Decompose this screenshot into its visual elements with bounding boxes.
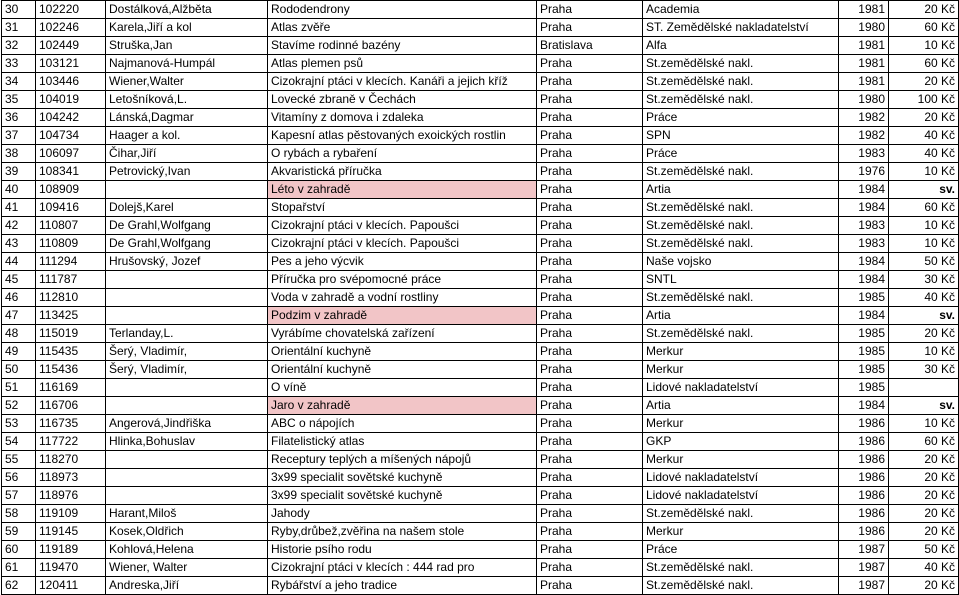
id-cell[interactable]: 120411	[36, 577, 106, 595]
table-row	[2, 379, 959, 397]
title-cell[interactable]: Jahody	[268, 505, 537, 523]
author-cell[interactable]: Letošníková,L.	[106, 91, 268, 109]
price-cell[interactable]: 30 Kč	[889, 271, 959, 289]
table-row	[2, 163, 959, 181]
id-cell[interactable]: 102449	[36, 37, 106, 55]
price-cell[interactable]: 40 Kč	[889, 559, 959, 577]
author-cell[interactable]	[106, 469, 268, 487]
author-cell[interactable]: Dostálková,Alžběta	[106, 1, 268, 19]
year-cell[interactable]: 1984	[839, 199, 889, 217]
id-cell[interactable]: 112810	[36, 289, 106, 307]
table-row	[2, 55, 959, 73]
price-cell[interactable]: sv.	[889, 181, 959, 199]
id-cell[interactable]: 111787	[36, 271, 106, 289]
publisher-cell[interactable]: Merkur	[643, 523, 839, 541]
table-row	[2, 181, 959, 199]
price-cell[interactable]: 50 Kč	[889, 253, 959, 271]
row-number-cell[interactable]: 40	[2, 181, 36, 199]
year-cell[interactable]: 1986	[839, 487, 889, 505]
author-cell[interactable]: Dolejš,Karel	[106, 199, 268, 217]
id-cell[interactable]: 113425	[36, 307, 106, 325]
price-cell[interactable]: 10 Kč	[889, 163, 959, 181]
title-cell[interactable]: O víně	[268, 379, 537, 397]
table-row	[2, 505, 959, 523]
id-cell[interactable]: 115436	[36, 361, 106, 379]
id-cell[interactable]: 118973	[36, 469, 106, 487]
title-cell[interactable]: Vyrábíme chovatelská zařízení	[268, 325, 537, 343]
table-row	[2, 523, 959, 541]
publisher-cell[interactable]: Artia	[643, 307, 839, 325]
author-cell[interactable]: Angerová,Jindřiška	[106, 415, 268, 433]
publisher-cell[interactable]: St.zemědělské nakl.	[643, 199, 839, 217]
price-cell[interactable]: 60 Kč	[889, 433, 959, 451]
row-number-cell[interactable]: 50	[2, 361, 36, 379]
year-cell[interactable]: 1986	[839, 433, 889, 451]
row-number-cell[interactable]: 46	[2, 289, 36, 307]
title-cell[interactable]: Lovecké zbraně v Čechách	[268, 91, 537, 109]
city-cell[interactable]: Praha	[537, 343, 643, 361]
title-cell[interactable]: Pes a jeho výcvik	[268, 253, 537, 271]
publisher-cell[interactable]: Práce	[643, 541, 839, 559]
city-cell[interactable]: Praha	[537, 73, 643, 91]
title-cell[interactable]: Cizokrajní ptáci v klecích. Kanáři a jejich kříž	[268, 73, 537, 91]
id-cell[interactable]: 109416	[36, 199, 106, 217]
row-number-cell[interactable]: 43	[2, 235, 36, 253]
id-cell[interactable]: 115435	[36, 343, 106, 361]
publisher-cell[interactable]: Merkur	[643, 361, 839, 379]
publisher-cell[interactable]: Artia	[643, 181, 839, 199]
row-number-cell[interactable]: 62	[2, 577, 36, 595]
row-number-cell[interactable]: 60	[2, 541, 36, 559]
author-cell[interactable]	[106, 271, 268, 289]
author-cell[interactable]: Terlanday,L.	[106, 325, 268, 343]
title-cell[interactable]: Podzim v zahradě	[268, 307, 537, 325]
publisher-cell[interactable]: St.zemědělské nakl.	[643, 91, 839, 109]
table-row	[2, 307, 959, 325]
table-row	[2, 109, 959, 127]
author-cell[interactable]: De Grahl,Wolfgang	[106, 217, 268, 235]
table-row	[2, 217, 959, 235]
year-cell[interactable]: 1984	[839, 397, 889, 415]
table-row	[2, 487, 959, 505]
year-cell[interactable]: 1985	[839, 289, 889, 307]
price-cell[interactable]: sv.	[889, 307, 959, 325]
city-cell[interactable]: Praha	[537, 379, 643, 397]
year-cell[interactable]: 1985	[839, 361, 889, 379]
price-cell[interactable]: 40 Kč	[889, 145, 959, 163]
title-cell[interactable]: 3x99 specialit sovětské kuchyně	[268, 469, 537, 487]
price-cell[interactable]: 40 Kč	[889, 289, 959, 307]
author-cell[interactable]: Šerý, Vladimír,	[106, 343, 268, 361]
title-cell[interactable]: 3x99 specialit sovětské kuchyně	[268, 487, 537, 505]
price-cell[interactable]: 20 Kč	[889, 109, 959, 127]
price-cell[interactable]: 10 Kč	[889, 235, 959, 253]
id-cell[interactable]: 102246	[36, 19, 106, 37]
publisher-cell[interactable]: St.zemědělské nakl.	[643, 505, 839, 523]
year-cell[interactable]: 1985	[839, 343, 889, 361]
price-cell[interactable]: 60 Kč	[889, 199, 959, 217]
table-row	[2, 271, 959, 289]
title-cell[interactable]: Akvaristická příručka	[268, 163, 537, 181]
city-cell[interactable]: Praha	[537, 271, 643, 289]
table-row	[2, 559, 959, 577]
price-cell[interactable]: 20 Kč	[889, 1, 959, 19]
publisher-cell[interactable]: Práce	[643, 145, 839, 163]
row-number-cell[interactable]: 57	[2, 487, 36, 505]
table-row	[2, 145, 959, 163]
price-cell[interactable]: 30 Kč	[889, 361, 959, 379]
title-cell[interactable]: Ryby,drůbež,zvěřina na našem stole	[268, 523, 537, 541]
row-number-cell[interactable]: 31	[2, 19, 36, 37]
title-cell[interactable]: Orientální kuchyně	[268, 343, 537, 361]
author-cell[interactable]	[106, 487, 268, 505]
row-number-cell[interactable]: 30	[2, 1, 36, 19]
title-cell[interactable]: Rybářství a jeho tradice	[268, 577, 537, 595]
table-row	[2, 397, 959, 415]
row-number-cell[interactable]: 39	[2, 163, 36, 181]
year-cell[interactable]: 1986	[839, 523, 889, 541]
publisher-cell[interactable]: Lidové nakladatelství	[643, 487, 839, 505]
price-cell[interactable]: 20 Kč	[889, 577, 959, 595]
city-cell[interactable]: Praha	[537, 127, 643, 145]
id-cell[interactable]: 115019	[36, 325, 106, 343]
year-cell[interactable]: 1987	[839, 559, 889, 577]
id-cell[interactable]: 111294	[36, 253, 106, 271]
publisher-cell[interactable]: St.zemědělské nakl.	[643, 55, 839, 73]
publisher-cell[interactable]: Lidové nakladatelství	[643, 379, 839, 397]
id-cell[interactable]: 119145	[36, 523, 106, 541]
publisher-cell[interactable]: St.zemědělské nakl.	[643, 577, 839, 595]
title-cell[interactable]: Stavíme rodinné bazény	[268, 37, 537, 55]
author-cell[interactable]: Kosek,Oldřich	[106, 523, 268, 541]
row-number-cell[interactable]: 55	[2, 451, 36, 469]
id-cell[interactable]: 119470	[36, 559, 106, 577]
id-cell[interactable]: 116169	[36, 379, 106, 397]
price-cell[interactable]: sv.	[889, 397, 959, 415]
title-cell[interactable]: Stopařství	[268, 199, 537, 217]
city-cell[interactable]: Praha	[537, 19, 643, 37]
price-cell[interactable]: 100 Kč	[889, 91, 959, 109]
city-cell[interactable]: Praha	[537, 559, 643, 577]
title-cell[interactable]: Rododendrony	[268, 1, 537, 19]
city-cell[interactable]: Praha	[537, 397, 643, 415]
table-row	[2, 235, 959, 253]
publisher-cell[interactable]: Práce	[643, 109, 839, 127]
city-cell[interactable]: Praha	[537, 577, 643, 595]
id-cell[interactable]: 119109	[36, 505, 106, 523]
author-cell[interactable]	[106, 451, 268, 469]
publisher-cell[interactable]: GKP	[643, 433, 839, 451]
table-row	[2, 127, 959, 145]
publisher-cell[interactable]: ST. Zemědělské nakladatelství	[643, 19, 839, 37]
year-cell[interactable]: 1986	[839, 451, 889, 469]
id-cell[interactable]: 117722	[36, 433, 106, 451]
title-cell[interactable]: Cizokrajní ptáci v klecích. Papoušci	[268, 217, 537, 235]
title-cell[interactable]: Příručka pro svépomocné práce	[268, 271, 537, 289]
title-cell[interactable]: Voda v zahradě a vodní rostliny	[268, 289, 537, 307]
id-cell[interactable]: 119189	[36, 541, 106, 559]
publisher-cell[interactable]: Lidové nakladatelství	[643, 469, 839, 487]
row-number-cell[interactable]: 37	[2, 127, 36, 145]
publisher-cell[interactable]: Naše vojsko	[643, 253, 839, 271]
author-cell[interactable]	[106, 181, 268, 199]
row-number-cell[interactable]: 35	[2, 91, 36, 109]
city-cell[interactable]: Praha	[537, 289, 643, 307]
publisher-cell[interactable]: St.zemědělské nakl.	[643, 217, 839, 235]
publisher-cell[interactable]: St.zemědělské nakl.	[643, 325, 839, 343]
city-cell[interactable]: Praha	[537, 181, 643, 199]
table-row	[2, 577, 959, 595]
row-number-cell[interactable]: 42	[2, 217, 36, 235]
year-cell[interactable]: 1987	[839, 541, 889, 559]
id-cell[interactable]: 118976	[36, 487, 106, 505]
city-cell[interactable]: Praha	[537, 55, 643, 73]
id-cell[interactable]: 103446	[36, 73, 106, 91]
year-cell[interactable]: 1980	[839, 91, 889, 109]
title-cell[interactable]: Cizokrajní ptáci v klecích. Papoušci	[268, 235, 537, 253]
city-cell[interactable]: Praha	[537, 145, 643, 163]
row-number-cell[interactable]: 33	[2, 55, 36, 73]
id-cell[interactable]: 106097	[36, 145, 106, 163]
table-row	[2, 451, 959, 469]
table-row	[2, 37, 959, 55]
city-cell[interactable]: Praha	[537, 415, 643, 433]
price-cell[interactable]: 20 Kč	[889, 325, 959, 343]
row-number-cell[interactable]: 34	[2, 73, 36, 91]
publisher-cell[interactable]: SPN	[643, 127, 839, 145]
price-cell[interactable]: 20 Kč	[889, 523, 959, 541]
price-cell[interactable]: 10 Kč	[889, 343, 959, 361]
title-cell[interactable]: Receptury teplých a míšených nápojů	[268, 451, 537, 469]
price-cell[interactable]	[889, 379, 959, 397]
city-cell[interactable]: Praha	[537, 523, 643, 541]
city-cell[interactable]: Praha	[537, 361, 643, 379]
title-cell[interactable]: Atlas plemen psů	[268, 55, 537, 73]
price-cell[interactable]: 20 Kč	[889, 469, 959, 487]
id-cell[interactable]: 103121	[36, 55, 106, 73]
spreadsheet-table	[1, 0, 959, 595]
city-cell[interactable]: Praha	[537, 487, 643, 505]
price-cell[interactable]: 60 Kč	[889, 19, 959, 37]
price-cell[interactable]: 20 Kč	[889, 487, 959, 505]
city-cell[interactable]: Praha	[537, 505, 643, 523]
row-number-cell[interactable]: 58	[2, 505, 36, 523]
row-number-cell[interactable]: 36	[2, 109, 36, 127]
author-cell[interactable]: Kohlová,Helena	[106, 541, 268, 559]
city-cell[interactable]: Praha	[537, 541, 643, 559]
row-number-cell[interactable]: 41	[2, 199, 36, 217]
publisher-cell[interactable]: SNTL	[643, 271, 839, 289]
row-number-cell[interactable]: 52	[2, 397, 36, 415]
year-cell[interactable]: 1982	[839, 127, 889, 145]
table-row	[2, 469, 959, 487]
table-row	[2, 361, 959, 379]
author-cell[interactable]: Struška,Jan	[106, 37, 268, 55]
author-cell[interactable]: Haager a kol.	[106, 127, 268, 145]
city-cell[interactable]: Praha	[537, 235, 643, 253]
author-cell[interactable]	[106, 289, 268, 307]
year-cell[interactable]: 1976	[839, 163, 889, 181]
author-cell[interactable]: Šerý, Vladimír,	[106, 361, 268, 379]
city-cell[interactable]: Praha	[537, 199, 643, 217]
city-cell[interactable]: Praha	[537, 469, 643, 487]
table-row	[2, 289, 959, 307]
id-cell[interactable]: 116735	[36, 415, 106, 433]
author-cell[interactable]: Najmanová-Humpál	[106, 55, 268, 73]
publisher-cell[interactable]: St.zemědělské nakl.	[643, 73, 839, 91]
id-cell[interactable]: 108909	[36, 181, 106, 199]
year-cell[interactable]: 1986	[839, 415, 889, 433]
year-cell[interactable]: 1985	[839, 325, 889, 343]
row-number-cell[interactable]: 53	[2, 415, 36, 433]
table-row	[2, 73, 959, 91]
city-cell[interactable]: Praha	[537, 1, 643, 19]
year-cell[interactable]: 1984	[839, 307, 889, 325]
year-cell[interactable]: 1984	[839, 181, 889, 199]
author-cell[interactable]: Wiener, Walter	[106, 559, 268, 577]
title-cell[interactable]: Jaro v zahradě	[268, 397, 537, 415]
id-cell[interactable]: 108341	[36, 163, 106, 181]
price-cell[interactable]: 50 Kč	[889, 541, 959, 559]
table-row	[2, 433, 959, 451]
row-number-cell[interactable]: 49	[2, 343, 36, 361]
id-cell[interactable]: 110807	[36, 217, 106, 235]
city-cell[interactable]: Praha	[537, 451, 643, 469]
id-cell[interactable]: 104734	[36, 127, 106, 145]
year-cell[interactable]: 1987	[839, 577, 889, 595]
year-cell[interactable]: 1983	[839, 235, 889, 253]
table-row	[2, 325, 959, 343]
year-cell[interactable]: 1984	[839, 253, 889, 271]
year-cell[interactable]: 1982	[839, 109, 889, 127]
author-cell[interactable]: Hlinka,Bohuslav	[106, 433, 268, 451]
city-cell[interactable]: Praha	[537, 433, 643, 451]
price-cell[interactable]: 10 Kč	[889, 217, 959, 235]
price-cell[interactable]: 40 Kč	[889, 127, 959, 145]
price-cell[interactable]: 20 Kč	[889, 73, 959, 91]
author-cell[interactable]: Petrovický,Ivan	[106, 163, 268, 181]
year-cell[interactable]: 1983	[839, 145, 889, 163]
title-cell[interactable]: O rybách a rybaření	[268, 145, 537, 163]
city-cell[interactable]: Praha	[537, 253, 643, 271]
author-cell[interactable]	[106, 397, 268, 415]
year-cell[interactable]: 1980	[839, 19, 889, 37]
author-cell[interactable]: Harant,Miloš	[106, 505, 268, 523]
year-cell[interactable]: 1986	[839, 469, 889, 487]
publisher-cell[interactable]: Merkur	[643, 415, 839, 433]
title-cell[interactable]: Vitamíny z domova i zdaleka	[268, 109, 537, 127]
title-cell[interactable]: Orientální kuchyně	[268, 361, 537, 379]
row-number-cell[interactable]: 48	[2, 325, 36, 343]
row-number-cell[interactable]: 54	[2, 433, 36, 451]
table-row	[2, 19, 959, 37]
author-cell[interactable]: Wiener,Walter	[106, 73, 268, 91]
table-row	[2, 253, 959, 271]
row-number-cell[interactable]: 45	[2, 271, 36, 289]
publisher-cell[interactable]: Academia	[643, 1, 839, 19]
author-cell[interactable]: Lánská,Dagmar	[106, 109, 268, 127]
row-number-cell[interactable]: 47	[2, 307, 36, 325]
author-cell[interactable]: Hrušovský, Jozef	[106, 253, 268, 271]
table-row	[2, 415, 959, 433]
publisher-cell[interactable]: Artia	[643, 397, 839, 415]
title-cell[interactable]: Filatelistický atlas	[268, 433, 537, 451]
table-row	[2, 199, 959, 217]
city-cell[interactable]: Praha	[537, 91, 643, 109]
publisher-cell[interactable]: St.zemědělské nakl.	[643, 163, 839, 181]
price-cell[interactable]: 20 Kč	[889, 505, 959, 523]
publisher-cell[interactable]: Merkur	[643, 343, 839, 361]
table-row	[2, 541, 959, 559]
author-cell[interactable]: De Grahl,Wolfgang	[106, 235, 268, 253]
row-number-cell[interactable]: 56	[2, 469, 36, 487]
id-cell[interactable]: 104019	[36, 91, 106, 109]
price-cell[interactable]: 10 Kč	[889, 37, 959, 55]
author-cell[interactable]: Andreska,Jiří	[106, 577, 268, 595]
year-cell[interactable]: 1986	[839, 505, 889, 523]
table-row	[2, 91, 959, 109]
id-cell[interactable]: 118270	[36, 451, 106, 469]
year-cell[interactable]: 1984	[839, 271, 889, 289]
price-cell[interactable]: 20 Kč	[889, 451, 959, 469]
year-cell[interactable]: 1985	[839, 379, 889, 397]
year-cell[interactable]: 1981	[839, 1, 889, 19]
city-cell[interactable]: Bratislava	[537, 37, 643, 55]
city-cell[interactable]: Praha	[537, 163, 643, 181]
publisher-cell[interactable]: Alfa	[643, 37, 839, 55]
author-cell[interactable]	[106, 307, 268, 325]
title-cell[interactable]: Atlas zvěře	[268, 19, 537, 37]
city-cell[interactable]: Praha	[537, 325, 643, 343]
table-row	[2, 343, 959, 361]
author-cell[interactable]	[106, 379, 268, 397]
row-number-cell[interactable]: 32	[2, 37, 36, 55]
city-cell[interactable]: Praha	[537, 109, 643, 127]
row-number-cell[interactable]: 61	[2, 559, 36, 577]
year-cell[interactable]: 1981	[839, 55, 889, 73]
publisher-cell[interactable]: St.zemědělské nakl.	[643, 559, 839, 577]
row-number-cell[interactable]: 59	[2, 523, 36, 541]
row-number-cell[interactable]: 44	[2, 253, 36, 271]
row-number-cell[interactable]: 51	[2, 379, 36, 397]
city-cell[interactable]: Praha	[537, 217, 643, 235]
title-cell[interactable]: Cizokrajní ptáci v klecích : 444 rad pro	[268, 559, 537, 577]
id-cell[interactable]: 110809	[36, 235, 106, 253]
year-cell[interactable]: 1981	[839, 73, 889, 91]
id-cell[interactable]: 104242	[36, 109, 106, 127]
city-cell[interactable]: Praha	[537, 307, 643, 325]
title-cell[interactable]: Kapesní atlas pěstovaných exoických rostlin	[268, 127, 537, 145]
year-cell[interactable]: 1983	[839, 217, 889, 235]
publisher-cell[interactable]: Merkur	[643, 451, 839, 469]
title-cell[interactable]: ABC o nápojích	[268, 415, 537, 433]
id-cell[interactable]: 116706	[36, 397, 106, 415]
publisher-cell[interactable]: St.zemědělské nakl.	[643, 235, 839, 253]
price-cell[interactable]: 60 Kč	[889, 55, 959, 73]
table-row	[2, 1, 959, 19]
row-number-cell[interactable]: 38	[2, 145, 36, 163]
title-cell[interactable]: Historie psího rodu	[268, 541, 537, 559]
publisher-cell[interactable]: St.zemědělské nakl.	[643, 289, 839, 307]
price-cell[interactable]: 10 Kč	[889, 415, 959, 433]
id-cell[interactable]: 102220	[36, 1, 106, 19]
author-cell[interactable]: Karela,Jiří a kol	[106, 19, 268, 37]
year-cell[interactable]: 1981	[839, 37, 889, 55]
author-cell[interactable]: Čihar,Jiří	[106, 145, 268, 163]
title-cell[interactable]: Léto v zahradě	[268, 181, 537, 199]
